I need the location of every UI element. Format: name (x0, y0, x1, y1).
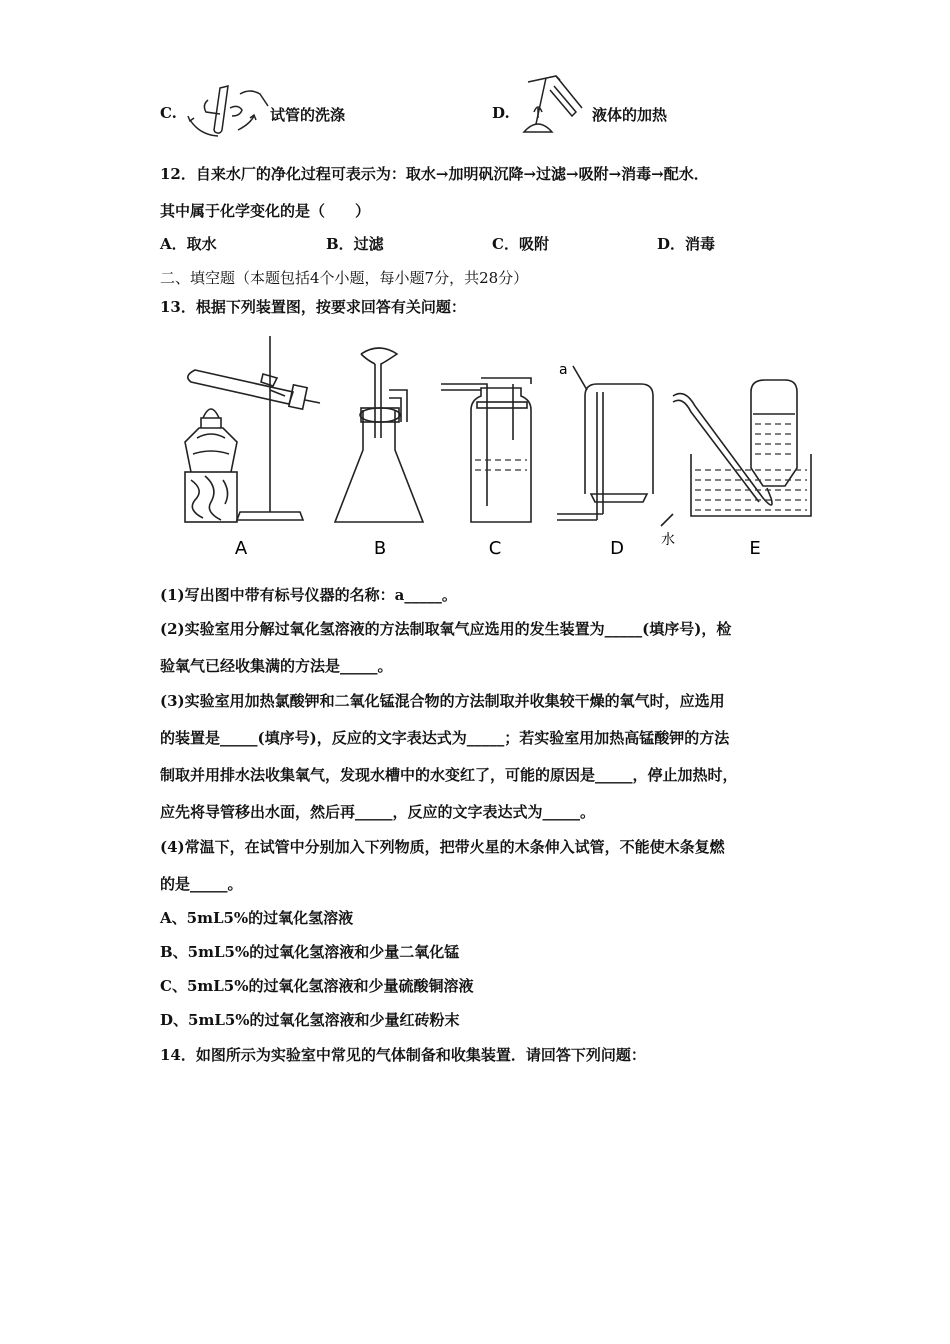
marker-a: a (559, 362, 568, 378)
q13-part3-line2: 的装置是_____(填序号)，反应的文字表达式为_____；若实验室用加热高锰酸钾的方法 (160, 729, 730, 747)
label-d: D (610, 538, 624, 559)
apparatus-c (441, 378, 531, 522)
label-b: B (373, 538, 387, 559)
q12-stem-line2: 其中属于化学变化的是（ ） (160, 202, 371, 220)
label-a: A (234, 538, 248, 559)
water-label: 水 (661, 532, 675, 548)
q13-part2-line1: (2)实验室用分解过氧化氢溶液的方法制取氧气应选用的发生装置为_____(填序号)，检 (160, 620, 732, 638)
q12-option-a: A．取水 (160, 235, 217, 253)
q12-option-d: D．消毒 (657, 235, 716, 253)
q13-choice-a: A、5mL5%的过氧化氢溶液 (160, 909, 354, 927)
q12-option-c: C．吸附 (492, 235, 549, 253)
q13-part3-line1: (3)实验室用加热氯酸钾和二氧化锰混合物的方法制取并收集较干燥的氧气时，应选用 (160, 692, 725, 710)
q13-part4-line2: 的是_____。 (160, 875, 243, 893)
q11-optC-letter: C. (160, 104, 177, 122)
section-heading: 二、填空题（本题包括4个小题，每小题7分，共28分） (160, 269, 529, 287)
q13-choice-c: C、5mL5%的过氧化氢溶液和少量硫酸铜溶液 (160, 977, 474, 995)
q13-part1: (1)写出图中带有标号仪器的名称：a_____。 (160, 586, 457, 604)
q11-optC-text: 试管的洗涤 (270, 106, 346, 124)
q13-part3-line4: 应先将导管移出水面，然后再_____，反应的文字表达式为_____。 (160, 803, 596, 821)
q11-optD-text: 液体的加热 (592, 106, 668, 124)
q13-part2-line2: 验氧气已经收集满的方法是_____。 (160, 657, 393, 675)
liquid-heating-illustration (516, 72, 591, 144)
q12-stem-line1: 12．自来水厂的净化过程可表示为：取水→加明矾沉降→过滤→吸附→消毒→配水． (160, 165, 709, 183)
label-c: C (488, 538, 502, 559)
test-tube-washing-illustration (180, 80, 270, 142)
q13-stem: 13．根据下列装置图，按要求回答有关问题： (160, 298, 466, 316)
q13-part4-line1: (4)常温下，在试管中分别加入下列物质，把带火星的木条伸入试管，不能使木条复燃 (160, 838, 725, 856)
q11-optD-letter: D. (492, 104, 510, 122)
q14-stem: 14．如图所示为实验室中常见的气体制备和收集装置．请回答下列问题： (160, 1046, 646, 1064)
q13-choice-d: D、5mL5%的过氧化氢溶液和少量红砖粉末 (160, 1011, 460, 1029)
apparatus-b (335, 348, 423, 522)
label-e: E (749, 538, 761, 559)
apparatus-a (185, 336, 320, 522)
q13-choice-b: B、5mL5%的过氧化氢溶液和少量二氧化锰 (160, 943, 460, 961)
apparatus-e (661, 380, 811, 526)
apparatus-figure (175, 330, 825, 562)
q13-part3-line3: 制取并用排水法收集氧气，发现水槽中的水变红了，可能的原因是_____，停止加热时， (160, 766, 738, 784)
apparatus-d (557, 366, 653, 520)
q12-option-b: B．过滤 (326, 235, 384, 253)
